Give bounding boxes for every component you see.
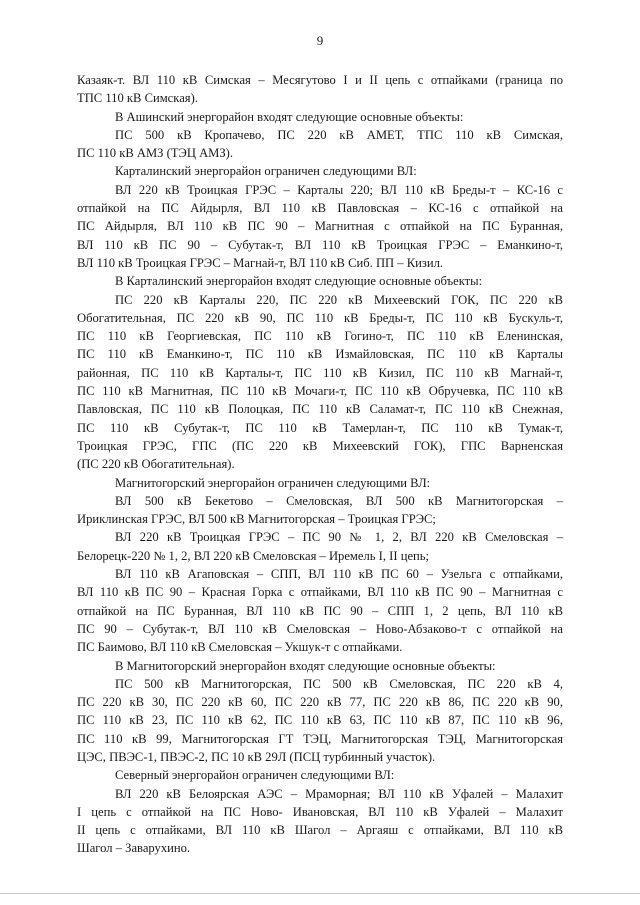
text-line: Троицкая ГРЭС, ГПС (ПС 220 кВ Михеевский ГОК), ГПС Варненская	[77, 438, 563, 453]
text-line: ПС 110 кВ Субутак-т, ПС 110 кВ Тамерлан-т, ПС 110 кВ Тумак-т,	[77, 420, 563, 435]
text-line: Карталинский энергорайон ограничен следующими ВЛ:	[115, 164, 417, 179]
text-line: Ириклинская ГРЭС, ВЛ 500 кВ Магнитогорская – Троицкая ГРЭС;	[77, 512, 436, 527]
text-line: ВЛ 110 кВ ПС 90 – Субутак-т, ВЛ 110 кВ Троицкая ГРЭС – Еманкино-т,	[77, 237, 563, 252]
text-line: ВЛ 110 кВ ПС 90 – Красная Горка с отпайками, ВЛ 110 кВ ПС 90 – Магнитная с	[77, 585, 563, 600]
text-line: (ПС 220 кВ Обогатительная).	[77, 457, 235, 472]
text-line: ПС 110 кВ Георгиевская, ПС 110 кВ Гогино-т, ПС 110 кВ Еленинская,	[77, 329, 563, 344]
text-line: ТПС 110 кВ Симская).	[77, 91, 198, 106]
page-number: 9	[316, 33, 324, 48]
text-line: Белорецк-220 № 1, 2, ВЛ 220 кВ Смеловская – Иремель I, II цепь;	[77, 548, 430, 563]
text-line: ПС Баимово, ВЛ 110 кВ Смеловская – Укшук-т с отпайками.	[77, 640, 403, 655]
text-line: ПС 110 кВ Еманкино-т, ПС 110 кВ Измайловская, ПС 110 кВ Карталы	[77, 347, 563, 362]
text-line: Северный энергорайон ограничен следующими ВЛ:	[115, 768, 395, 783]
text-line: I цепь с отпайкой на ПС Ново- Ивановская, ВЛ 110 кВ Уфалей – Малахит	[77, 804, 563, 819]
text-line: ПС 220 кВ Карталы 220, ПС 220 кВ Михеевский ГОК, ПС 220 кВ	[115, 292, 563, 307]
text-line: ВЛ 220 кВ Белоярская АЭС – Мраморная; ВЛ 110 кВ Уфалей – Малахит	[115, 786, 563, 801]
text-line: отпайкой на ПС Айдырля, ВЛ 110 кВ Павловская – КС-16 с отпайкой на	[77, 201, 563, 216]
text-line: II цепь с отпайками, ВЛ 110 кВ Шагол – Аргаяш с отпайками, ВЛ 110 кВ	[77, 823, 563, 838]
footer-rule	[0, 893, 640, 894]
text-line: ПС 220 кВ 30, ПС 220 кВ 60, ПС 220 кВ 77, ПС 220 кВ 86, ПС 220 кВ 90,	[77, 695, 563, 710]
text-line: районная, ПС 110 кВ Карталы-т, ПС 110 кВ Кизил, ПС 110 кВ Магнай-т,	[77, 365, 563, 380]
text-line: В Карталинский энергорайон входят следующие основные объекты:	[115, 274, 483, 289]
text-line: ПС 110 кВ АМЗ (ТЭЦ АМЗ).	[77, 146, 234, 161]
text-line: ПС 500 кВ Магнитогорская, ПС 500 кВ Смеловская, ПС 220 кВ 4,	[115, 676, 563, 691]
text-line: Магнитогорский энергорайон ограничен следующими ВЛ:	[115, 475, 431, 490]
text-line: В Магнитогорский энергорайон входят следующие основные объекты:	[115, 658, 496, 673]
text-line: ПС 110 кВ 99, Магнитогорская ГТ ТЭЦ, Магнитогорская ТЭЦ, Магнитогорская	[77, 731, 563, 746]
text-line: ВЛ 110 кВ Агаповская – СПП, ВЛ 110 кВ ПС 60 – Узельга с отпайками,	[115, 567, 563, 582]
text-line: ПС 500 кВ Кропачево, ПС 220 кВ АМЕТ, ТПС 110 кВ Симская,	[115, 127, 563, 142]
text-line: ВЛ 220 кВ Троицкая ГРЭС – ПС 90 № 1, 2, ВЛ 220 кВ Смеловская –	[115, 530, 563, 545]
text-line: Шагол – Заварухино.	[77, 841, 191, 856]
text-line: ЦЭС, ПВЭС-1, ПВЭС-2, ПС 10 кВ 29Л (ПСЦ турбинный участок).	[77, 749, 436, 764]
text-line: Обогатительная, ПС 220 кВ 90, ПС 110 кВ Бреды-т, ПС 110 кВ Бускуль-т,	[77, 310, 563, 325]
text-line: ПС 110 кВ Магнитная, ПС 110 кВ Мочаги-т, ПС 110 кВ Обручевка, ПС 110 кВ	[77, 384, 563, 399]
text-line: ВЛ 500 кВ Бекетово – Смеловская, ВЛ 500 кВ Магнитогорская –	[115, 493, 563, 508]
text-line: ВЛ 110 кВ Троицкая ГРЭС – Магнай-т, ВЛ 110 кВ Сиб. ПП – Кизил.	[77, 255, 444, 270]
text-line: ПС 90 – Субутак-т, ВЛ 110 кВ Смеловская – Ново-Абзаково-т с отпайкой на	[77, 621, 563, 636]
text-line: ПС Айдырля, ВЛ 110 кВ ПС 90 – Магнитная с отпайкой на ПС Буранная,	[77, 219, 563, 234]
body-text	[77, 71, 563, 858]
text-line: В Ашинский энергорайон входят следующие основные объекты:	[115, 109, 464, 124]
text-line: ВЛ 220 кВ Троицкая ГРЭС – Карталы 220; ВЛ 110 кВ Бреды-т – КС-16 с	[115, 182, 563, 197]
text-line: отпайкой на ПС Буранная, ВЛ 110 кВ ПС 90 – СПП 1, 2 цепь, ВЛ 110 кВ	[77, 603, 563, 618]
text-line: Казаяк-т. ВЛ 110 кВ Симская – Месягутово I и II цепь с отпайками (граница по	[77, 73, 563, 87]
text-line: ПС 110 кВ 23, ПС 110 кВ 62, ПС 110 кВ 63, ПС 110 кВ 87, ПС 110 кВ 96,	[77, 713, 563, 728]
text-line: Павловская, ПС 110 кВ Полоцкая, ПС 110 кВ Саламат-т, ПС 110 кВ Снежная,	[77, 402, 563, 417]
